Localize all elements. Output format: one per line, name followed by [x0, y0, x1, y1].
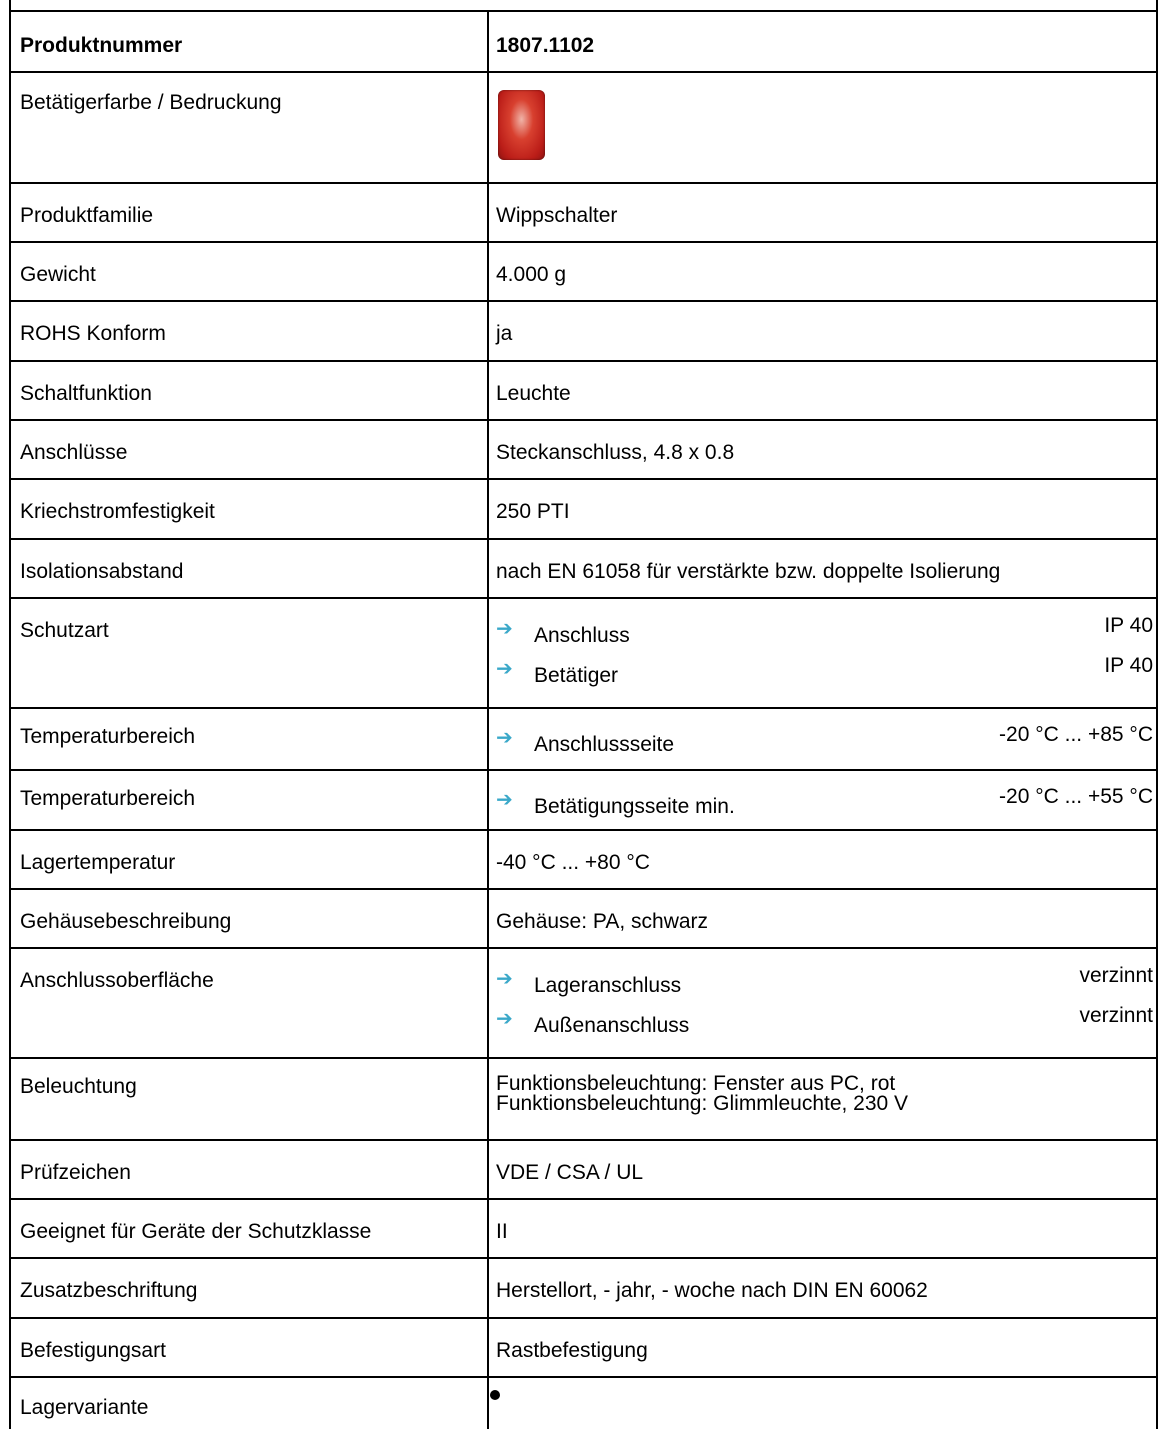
row-product-family — [11, 182, 1156, 243]
lighting-line: Funktionsbeleuchtung: Fenster aus PC, rot — [496, 1072, 896, 1095]
temperature-item-value: -20 °C ... +55 °C — [999, 785, 1153, 808]
row-rohs — [11, 300, 1156, 362]
value-approvals: VDE / CSA / UL — [496, 1161, 644, 1184]
arrow-right-icon: ➔ — [496, 616, 513, 640]
label-tracking: Kriechstromfestigkeit — [20, 500, 215, 523]
lighting-line: Funktionsbeleuchtung: Glimmleuchte, 230 V — [496, 1092, 909, 1115]
label-product-family: Produktfamilie — [20, 204, 154, 227]
row-actuator-color — [11, 71, 1156, 184]
label-rohs: ROHS Konform — [20, 322, 166, 345]
value-rohs: ja — [496, 322, 513, 345]
label-protection: Schutzart — [20, 619, 109, 642]
row-insulation — [11, 538, 1156, 599]
arrow-right-icon: ➔ — [496, 787, 513, 811]
terminal-surface-item — [496, 1004, 1153, 1037]
label-temperature-range: Temperaturbereich — [20, 725, 196, 748]
value-product-number: 1807.1102 — [496, 34, 595, 57]
bullet-icon — [490, 1390, 500, 1400]
value-weight: 4.000 g — [496, 263, 567, 286]
arrow-right-icon: ➔ — [496, 966, 513, 990]
label-weight: Gewicht — [20, 263, 96, 286]
protection-item — [496, 654, 1153, 687]
label-mounting: Befestigungsart — [20, 1339, 166, 1362]
value-insulation: nach EN 61058 für verstärkte bzw. doppelte Isolierung — [496, 560, 1001, 583]
label-protection-class: Geeignet für Geräte der Schutzklasse — [20, 1220, 372, 1243]
terminal-surface-item-name: Lageranschluss — [534, 974, 682, 997]
label-switch-function: Schaltfunktion — [20, 382, 152, 405]
temperature-item — [496, 785, 1153, 818]
row-extra-marking — [11, 1257, 1156, 1319]
label-lighting: Beleuchtung — [20, 1075, 137, 1098]
protection-item — [496, 614, 1153, 647]
row-terminal-surface — [11, 947, 1156, 1059]
row-approvals — [11, 1139, 1156, 1200]
label-terminals: Anschlüsse — [20, 441, 128, 464]
row-mounting — [11, 1317, 1156, 1378]
protection-item-value: IP 40 — [1104, 654, 1153, 677]
value-housing: Gehäuse: PA, schwarz — [496, 910, 709, 933]
value-mounting: Rastbefestigung — [496, 1339, 648, 1362]
row-weight — [11, 241, 1156, 302]
terminal-surface-item-value: verzinnt — [1079, 1004, 1153, 1027]
value-terminals: Steckanschluss, 4.8 x 0.8 — [496, 441, 735, 464]
row-switch-function — [11, 360, 1156, 421]
protection-item-name: Betätiger — [534, 664, 619, 687]
value-extra-marking: Herstellort, - jahr, - woche nach DIN EN 60062 — [496, 1279, 928, 1302]
label-insulation: Isolationsabstand — [20, 560, 184, 583]
row-storage-temperature — [11, 829, 1156, 890]
row-product-number — [11, 10, 1156, 73]
value-tracking: 250 PTI — [496, 500, 570, 523]
value-protection-class: II — [496, 1220, 508, 1243]
label-product-number: Produktnummer — [20, 34, 183, 57]
arrow-right-icon: ➔ — [496, 656, 513, 680]
row-protection — [11, 597, 1156, 709]
terminal-surface-item — [496, 964, 1153, 997]
protection-item-name: Anschluss — [534, 624, 630, 647]
label-temperature-range: Temperaturbereich — [20, 787, 196, 810]
label-housing: Gehäusebeschreibung — [20, 910, 232, 933]
row-stock-variant — [11, 1376, 1156, 1429]
value-product-family: Wippschalter — [496, 204, 618, 227]
temperature-item — [496, 723, 1153, 756]
terminal-surface-item-name: Außenanschluss — [534, 1014, 690, 1037]
label-actuator-color: Betätigerfarbe / Bedruckung — [20, 91, 282, 114]
value-storage-temperature: -40 °C ... +80 °C — [496, 851, 650, 874]
actuator-color-swatch — [498, 90, 545, 160]
terminal-surface-item-value: verzinnt — [1079, 964, 1153, 987]
row-protection-class — [11, 1198, 1156, 1259]
lighting-lines — [496, 1074, 908, 1114]
label-approvals: Prüfzeichen — [20, 1161, 131, 1184]
temperature-item-name: Betätigungsseite min. — [534, 795, 735, 818]
row-terminals — [11, 419, 1156, 480]
label-terminal-surface: Anschlussoberfläche — [20, 969, 214, 992]
protection-item-value: IP 40 — [1104, 614, 1153, 637]
product-spec-table — [9, 0, 1158, 1429]
arrow-right-icon: ➔ — [496, 725, 513, 749]
row-housing — [11, 888, 1156, 949]
row-lighting — [11, 1057, 1156, 1141]
label-extra-marking: Zusatzbeschriftung — [20, 1279, 198, 1302]
arrow-right-icon: ➔ — [496, 1006, 513, 1030]
temperature-item-name: Anschlussseite — [534, 733, 675, 756]
value-switch-function: Leuchte — [496, 382, 571, 405]
label-storage-temperature: Lagertemperatur — [20, 851, 176, 874]
row-tracking — [11, 478, 1156, 540]
temperature-item-value: -20 °C ... +85 °C — [999, 723, 1153, 746]
label-stock-variant: Lagervariante — [20, 1396, 149, 1419]
